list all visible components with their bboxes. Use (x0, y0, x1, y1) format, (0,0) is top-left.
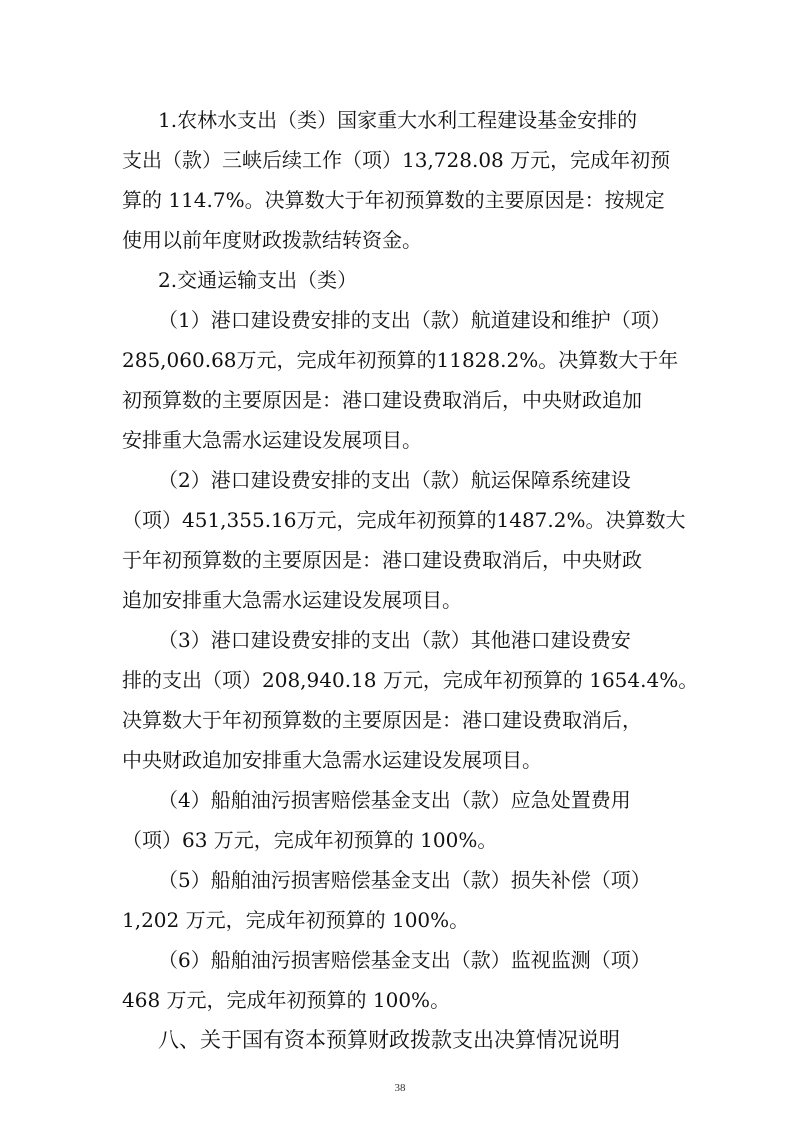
paragraph-2-heading: 2.交通运输支出（类） (158, 268, 358, 292)
item-3-line-2: 排的支出（项）208,940.18 万元，完成年初预算的 1654.4%。 (122, 668, 699, 692)
item-1-line-4: 安排重大急需水运建设发展项目。 (122, 428, 422, 452)
item-1-line-1: （1）港口建设费安排的支出（款）航道建设和维护（项） (158, 308, 671, 332)
paragraph-1-line-2: 支出（款）三峡后续工作（项）13,728.08 万元，完成年初预 (122, 148, 671, 172)
item-3-line-3: 决算数大于年初预算数的主要原因是：港口建设费取消后， (122, 708, 642, 732)
section-heading: 八、关于国有资本预算财政拨款支出决算情况说明 (158, 1028, 620, 1052)
item-3-line-1: （3）港口建设费安排的支出（款）其他港口建设费安 (158, 628, 631, 652)
item-2-line-4: 追加安排重大急需水运建设发展项目。 (122, 588, 462, 612)
page-number: 38 (394, 1082, 406, 1094)
item-4-line-1: （4）船舶油污损害赔偿基金支出（款）应急处置费用 (158, 788, 631, 812)
item-5-line-2: 1,202 万元，完成年初预算的 100%。 (122, 908, 470, 932)
item-3-line-4: 中央财政追加安排重大急需水运建设发展项目。 (122, 748, 542, 772)
item-2-line-1: （2）港口建设费安排的支出（款）航运保障系统建设 (158, 468, 631, 492)
item-2-line-3: 于年初预算数的主要原因是：港口建设费取消后，中央财政 (122, 548, 642, 572)
item-1-line-3: 初预算数的主要原因是：港口建设费取消后，中央财政追加 (122, 388, 642, 412)
paragraph-1-line-4: 使用以前年度财政拨款结转资金。 (122, 228, 422, 252)
item-6-line-2: 468 万元，完成年初预算的 100%。 (122, 988, 451, 1012)
item-5-line-1: （5）船舶油污损害赔偿基金支出（款）损失补偿（项） (158, 868, 651, 892)
item-6-line-1: （6）船舶油污损害赔偿基金支出（款）监视监测（项） (158, 948, 651, 972)
item-2-line-2: （项）451,355.16万元，完成年初预算的1487.2%。决算数大 (122, 508, 686, 532)
paragraph-1-line-3: 算的 114.7%。决算数大于年初预算数的主要原因是：按规定 (122, 188, 665, 212)
paragraph-1-line-1: 1.农林水支出（类）国家重大水利工程建设基金安排的 (158, 108, 638, 132)
item-4-line-2: （项）63 万元，完成年初预算的 100%。 (122, 828, 498, 852)
item-1-line-2: 285,060.68万元，完成年初预算的11828.2%。决算数大于年 (122, 348, 679, 372)
